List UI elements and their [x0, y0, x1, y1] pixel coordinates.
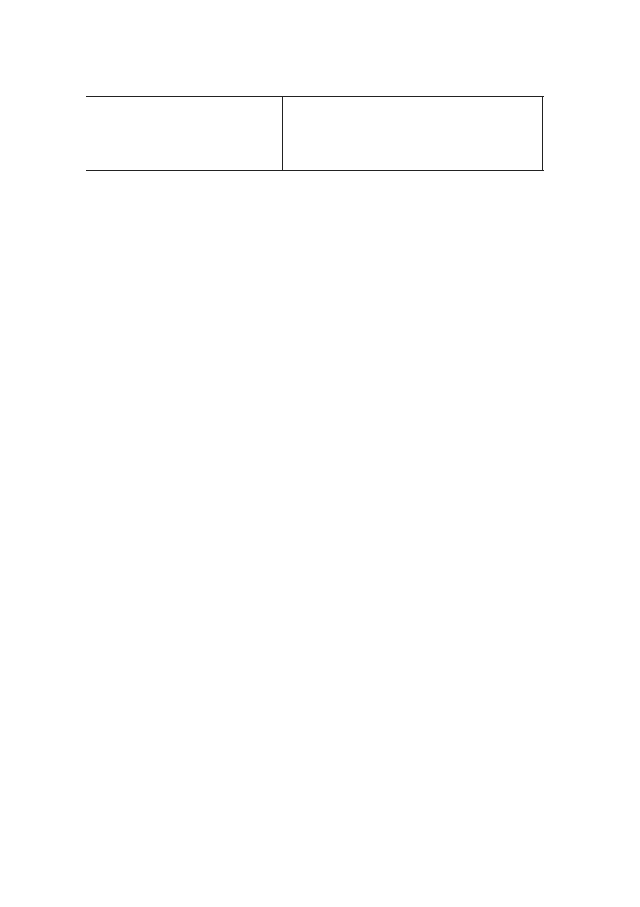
column-divider	[542, 97, 543, 170]
column-divider	[282, 97, 283, 170]
table-header	[86, 96, 544, 171]
